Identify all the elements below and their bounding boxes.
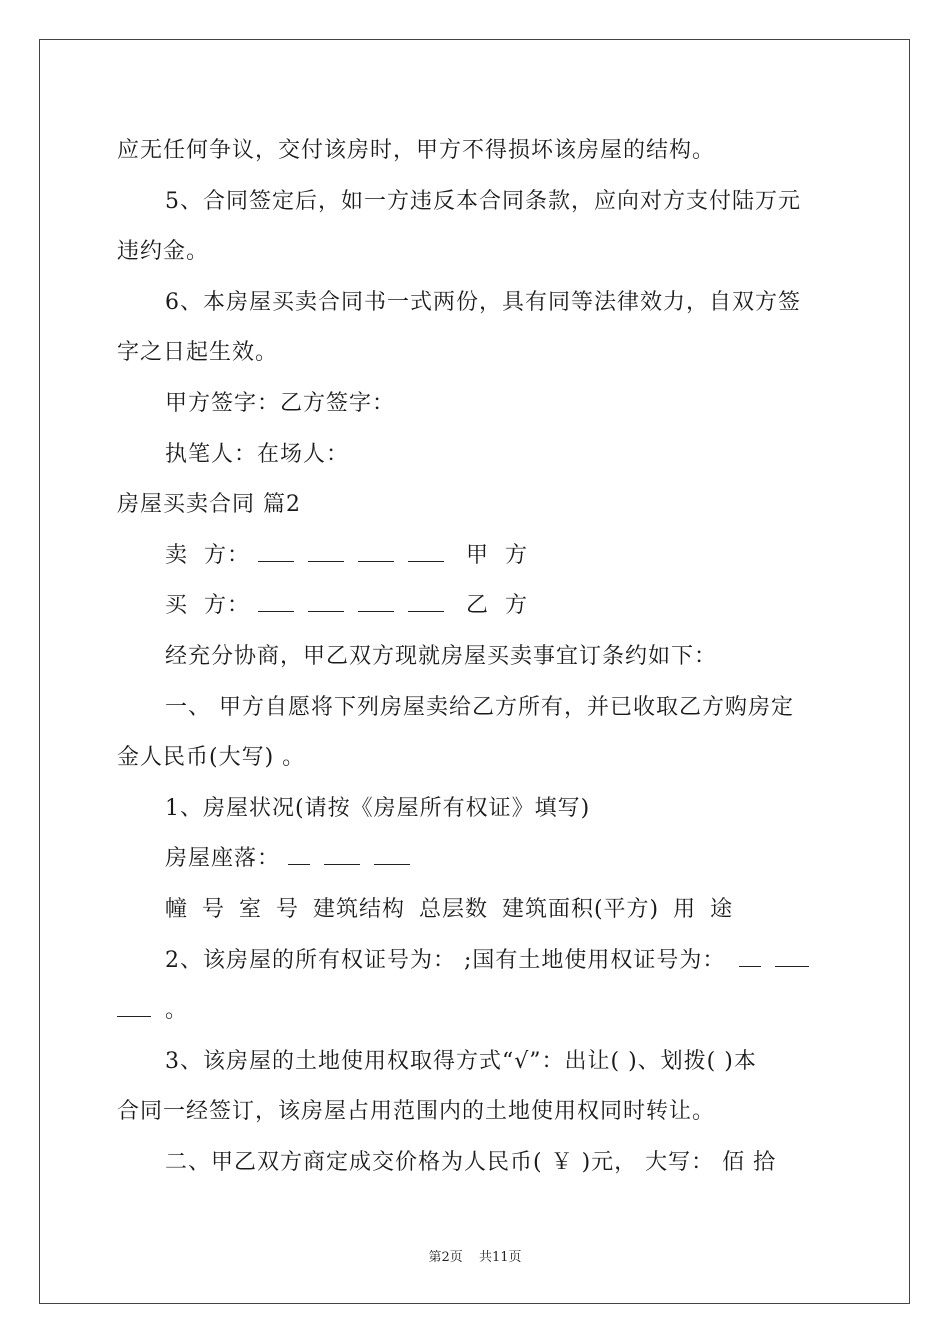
location-blank-2 (324, 846, 360, 865)
property-status-line: 1、房屋状况(请按《房屋所有权证》填写) (165, 795, 591, 821)
buyer-line (117, 581, 835, 632)
seller-blank-2 (308, 543, 344, 562)
location-label: 房屋座落： (165, 846, 281, 872)
page-total: 共11页 (478, 1250, 522, 1265)
clause-6-line: 6、本房屋买卖合同书一式两份，具有同等法律效力，自双方签 (165, 289, 801, 315)
seller-blank-4 (408, 543, 444, 562)
buyer-blank-1 (258, 593, 294, 612)
writer-witness-line: 执笔人：在场人： (165, 441, 350, 467)
certificate-blank-2 (775, 948, 809, 967)
section-title: 房屋买卖合同 篇2 (117, 492, 301, 518)
signature-line: 甲方签字：乙方签字： (165, 390, 396, 416)
certificate-blank-3 (117, 998, 151, 1017)
buyer-blank-2 (308, 593, 344, 612)
document-body (117, 126, 835, 1188)
location-line (117, 834, 835, 885)
paragraph-line: 应无任何争议，交付该房时，甲方不得损坏该房屋的结构。 (117, 138, 716, 163)
location-blank-3 (374, 846, 410, 865)
buyer-blank-3 (358, 593, 394, 612)
seller-party: 甲 方 (466, 542, 528, 568)
seller-blank-1 (258, 543, 294, 562)
certificate-line (117, 936, 835, 987)
land-use-continuation: 合同一经签订，该房屋占用范围内的土地使用权同时转让。 (117, 1099, 716, 1125)
certificate-text: 2、该房屋的所有权证号为： ;国有土地使用权证号为： (165, 947, 726, 973)
page-footer (0, 1246, 950, 1265)
clause-6-continuation: 字之日起生效。 (117, 340, 279, 366)
seller-blank-3 (358, 543, 394, 562)
certificate-blank-1 (739, 948, 761, 967)
seller-line (117, 531, 835, 582)
certificate-end: 。 (165, 998, 189, 1024)
page-number: 第2页 (428, 1250, 463, 1265)
article-1-continuation: 金人民币(大写) 。 (117, 745, 306, 771)
property-table-header: 幢 号 室 号 建筑结构 总层数 建筑面积(平方) 用 途 (165, 896, 734, 922)
negotiation-line: 经充分协商，甲乙双方现就房屋买卖事宜订条约如下： (165, 643, 718, 669)
clause-5-line: 5、合同签定后，如一方违反本合同条款，应向对方支付陆万元 (165, 188, 801, 214)
clause-5-continuation: 违约金。 (117, 239, 210, 265)
article-2-line: 二、甲乙双方商定成交价格为人民币( ￥ )元， 大写： 佰 拾 (165, 1149, 777, 1175)
seller-label: 卖 方： (165, 542, 250, 568)
location-blank-1 (288, 846, 310, 865)
buyer-blank-4 (408, 593, 444, 612)
buyer-label: 买 方： (165, 593, 250, 619)
buyer-party: 乙 方 (466, 593, 528, 619)
land-use-line: 3、该房屋的土地使用权取得方式“√”：出让( )、划拨( )本 (165, 1048, 757, 1074)
certificate-continuation (117, 986, 835, 1037)
article-1-line: 一、 甲方自愿将下列房屋卖给乙方所有，并已收取乙方购房定 (165, 694, 794, 720)
